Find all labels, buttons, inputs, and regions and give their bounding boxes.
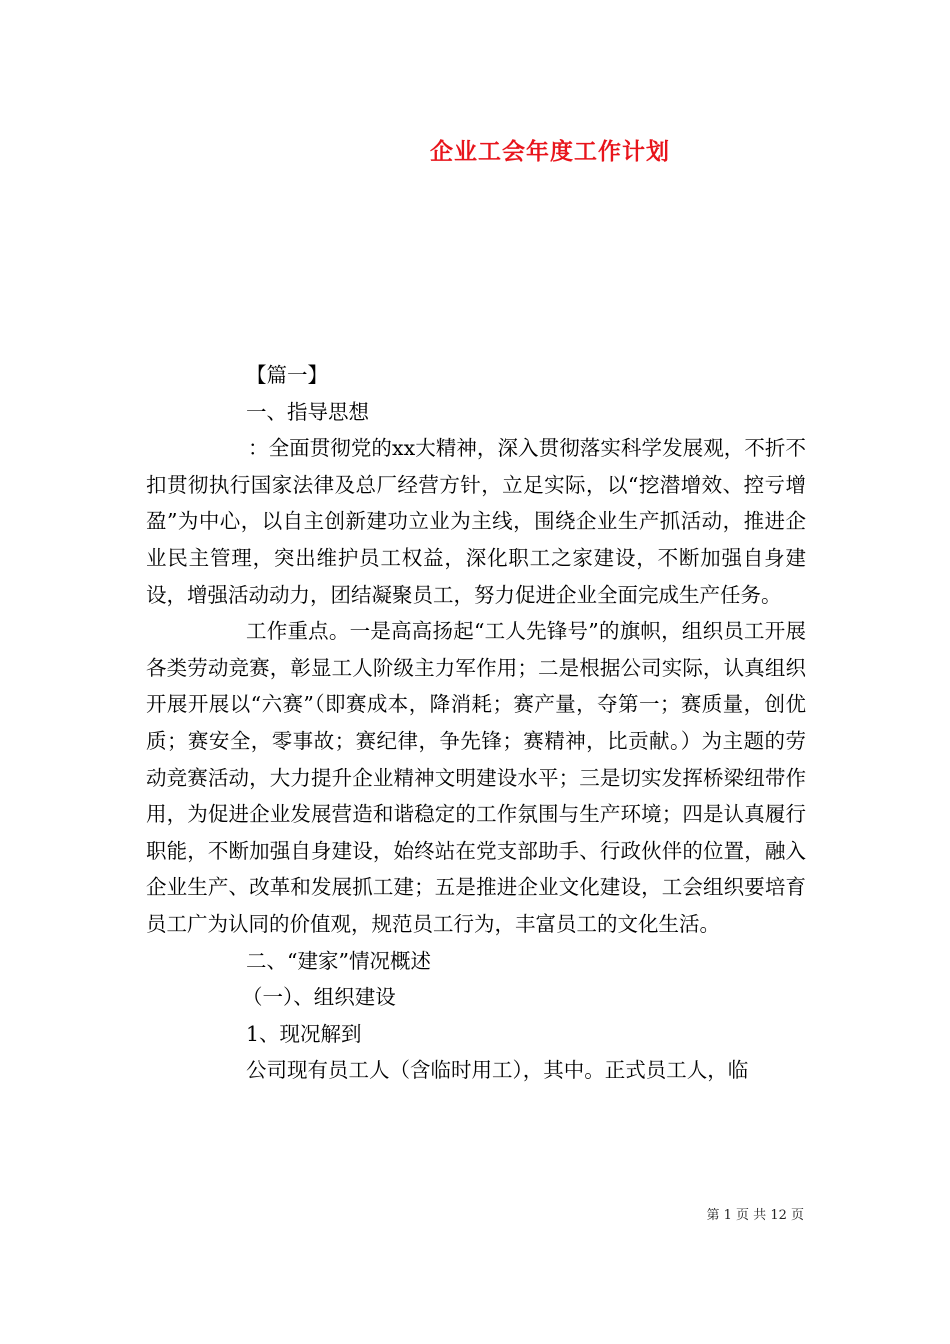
page-number: 第 1 页 共 12 页 <box>706 1208 804 1223</box>
heading-organization: （一）、组织建设 <box>242 985 396 1010</box>
heading-status: 1、现况解到 <box>246 1021 362 1046</box>
paragraph-work-focus: 工作重点。一是高高扬起“工人先锋号”的旗帜，组织员工开展各类劳动竞赛，彰显工人阶级主力军作用；二是根据公司实际，认真组织开展开展以“六赛”（即赛成本，降消耗；赛产量，夺第一；赛质量，创优质；赛安全，零事故；赛纪律，争先锋；赛精神，比贡献。）为主题的劳动竞赛活动，大力提升企业精神文明建设水平；三是切实发挥桥梁纽带作用，为促进企业发展营造和谐稳定的工作氛围与生产环境；四是认真履行职能，不断加强自身建设，始终站在党支部助手、行政伙伴的位置，融入企业生产、改革和发展抓工建；五是推进企业文化建设，工会组织要培育员工广为认同的价值观，规范员工行为，丰富员工的文化生活。 <box>146 619 806 936</box>
document-title: 企业工会年度工作计划 <box>430 138 670 165</box>
heading-overview: 二、“建家”情况概述 <box>246 948 431 973</box>
paragraph-staff: 公司现有员工人（含临时用工），其中。正式员工人，临 <box>246 1058 749 1083</box>
paragraph-guiding-thought: ：全面贯彻党的xx大精神，深入贯彻落实科学发展观，不折不扣贯彻执行国家法律及总厂经营方针，立足实际，以“挖潜增效、控亏增盈”为中心，以自主创新建功立业为主线，围绕企业生产抓活动，推进企业民主管理，突出维护员工权益，深化职工之家建设，不断加强自身建设，增强活动动力，团结凝聚员工，努力促进企业全面完成生产任务。 <box>146 436 806 607</box>
document-body <box>146 357 806 1089</box>
heading-guiding-thought: 一、指导思想 <box>246 399 369 424</box>
section-label: 【篇一】 <box>246 363 328 387</box>
